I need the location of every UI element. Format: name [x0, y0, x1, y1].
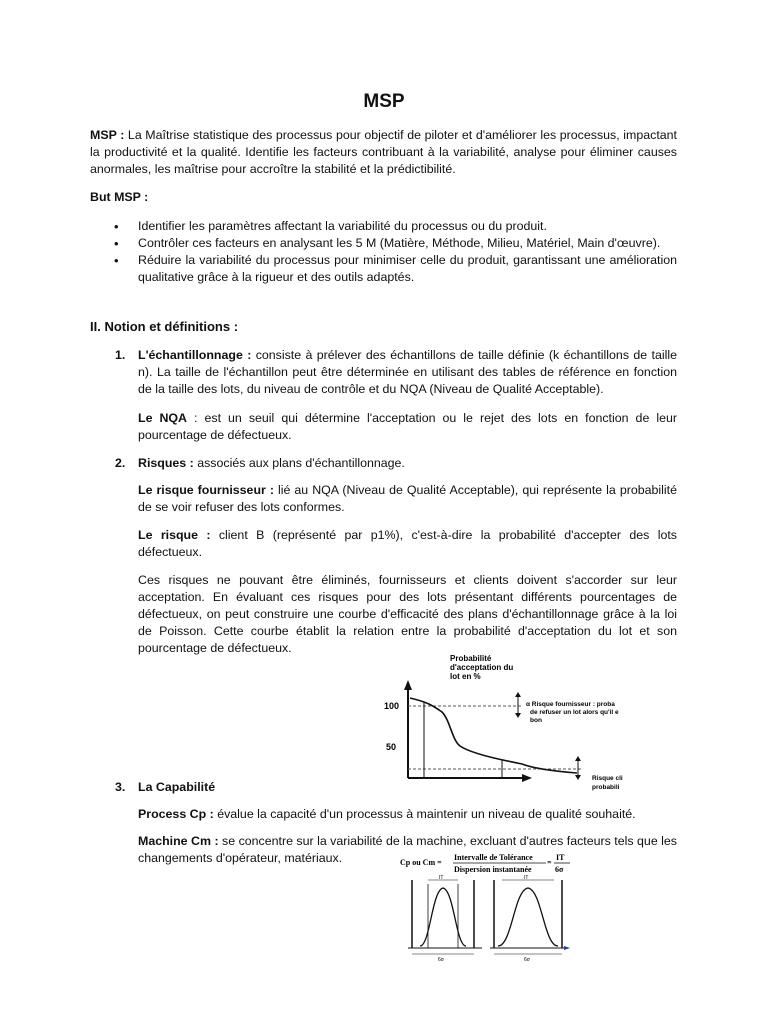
but-heading: But MSP : [90, 190, 149, 204]
oc-ylabel-line1: Probabilité [450, 654, 492, 663]
process-cp-text: évalue la capacité d'un processus à maintenir un niveau de qualité souhaité. [213, 807, 636, 821]
oc-tick-100: 100 [384, 701, 400, 711]
oc-client-note-line2: probabili [592, 784, 620, 791]
cap-formula-denominator: Dispersion instantanée [454, 865, 532, 874]
machine-cm-text: se concentre sur la variabilité de la machine, excluant d'autres facteurs tels que les changements d'opérateur, matériaux. [138, 834, 677, 865]
section-heading: II. Notion et définitions : [90, 319, 239, 334]
intro-label: MSP : [90, 128, 125, 142]
client-risk-label: Le risque : [138, 528, 211, 542]
cap-formula-numerator: Intervalle de Tolérance [454, 853, 533, 862]
goal-item: • Identifier les paramètres affectant la variabilité du processus ou du produit. [90, 218, 677, 235]
client-risk-text: client B (représenté par p1%), c'est-à-dire la probabilité d'accepter des lots défectueux. [138, 528, 677, 559]
risks-paragraph [138, 455, 677, 472]
goals-list [90, 218, 677, 286]
sampling-text: consiste à prélever des échantillons de taille définie (k échantillons de taille n). La taille de l'échantillon peut être déterminée en utilisant des tables de référence en fonction de la taille des lots, du niveau de contrôle et du NQA (Niveau de Qualité Acceptable). [138, 348, 678, 396]
oc-ylabel-line3: lot en % [450, 672, 481, 681]
sampling-paragraph [138, 347, 677, 398]
risks-explanation-paragraph: Ces risques ne pouvant être éliminés, fournisseurs et clients doivent s'accorder sur leur acceptation. En évaluant ces risques pour des lots présentant différents pourcentages de défectueux, on peut construire une courbe d'efficacité des plans d'échantillonnage grâce à la loi de Poisson. Cette courbe établit la relation entre la probabilité d'acceptation du lot et son pourcentage de défectueux. [138, 573, 677, 655]
nqa-label: Le NQA [138, 411, 188, 425]
oc-client-note-line1: Risque cli [592, 775, 623, 782]
cap-right-6sigma-label: 6σ [524, 957, 530, 962]
cap-left-it-label: IT [439, 875, 444, 881]
oc-tick-50: 50 [386, 742, 397, 752]
oc-supplier-note-line2: de refuser un lot alors qu'il e [530, 709, 619, 716]
client-risk-paragraph [138, 527, 677, 561]
supplier-risk-text: lié au NQA (Niveau de Qualité Acceptable), qui représente la probabilité de se voir refuser des lots conformes. [138, 483, 677, 514]
capability-heading [138, 779, 677, 796]
item-number: 3. [115, 780, 126, 794]
capability-figure [398, 850, 576, 962]
cap-right-it-label: IT [524, 875, 529, 881]
nqa-paragraph [138, 410, 677, 444]
supplier-risk-label: Le risque fournisseur : [138, 483, 274, 497]
goal-item: • Contrôler ces facteurs en analysant les 5 M (Matière, Méthode, Milieu, Matériel, Main d'œuvre). [90, 235, 677, 252]
cap-formula-it: IT [556, 853, 565, 862]
goal-item: • Réduire la variabilité du processus pour minimiser celle du produit, garantissant une amélioration qualitative grâce à la rigueur et des outils adaptés. [90, 252, 677, 286]
oc-supplier-note-line1: α Risque fournisseur : proba [526, 701, 615, 708]
risks-text: associés aux plans d'échantillonnage. [193, 456, 405, 470]
risks-label: Risques : [138, 456, 194, 470]
cap-equals: = [547, 858, 552, 867]
process-cp-label: Process Cp : [138, 807, 214, 821]
capability-label: La Capabilité [138, 780, 216, 794]
supplier-risk-paragraph [138, 482, 677, 516]
oc-supplier-note-line3: bon [530, 717, 542, 724]
oc-ylabel-line2: d'acceptation du [450, 663, 514, 672]
intro-paragraph [90, 127, 677, 178]
item-number: 2. [115, 456, 126, 470]
cap-formula-6sigma: 6σ [555, 865, 564, 874]
sampling-label: L'échantillonnage : [138, 348, 252, 362]
page-title: MSP [363, 91, 405, 112]
process-cp-paragraph [138, 806, 677, 823]
item-number: 1. [115, 348, 126, 362]
machine-cm-label: Machine Cm : [138, 834, 219, 848]
nqa-text: : est un seuil qui détermine l'acceptation ou le rejet des lots en fonction de leur pourcentage de défectueux. [138, 411, 678, 442]
oc-curve-figure [372, 650, 632, 798]
cap-left-6sigma-label: 6σ [438, 957, 444, 962]
intro-text: La Maîtrise statistique des processus pour objectif de piloter et d'améliorer les processus, impactant la productivité et la qualité. Identifie les facteurs contribuant à la variabilité, analyse pour éliminer causes anormales, les maîtrise pour accroître la stabilité et la prédictibilité. [90, 128, 677, 176]
cap-formula-lhs: Cp ou Cm = [400, 858, 442, 867]
